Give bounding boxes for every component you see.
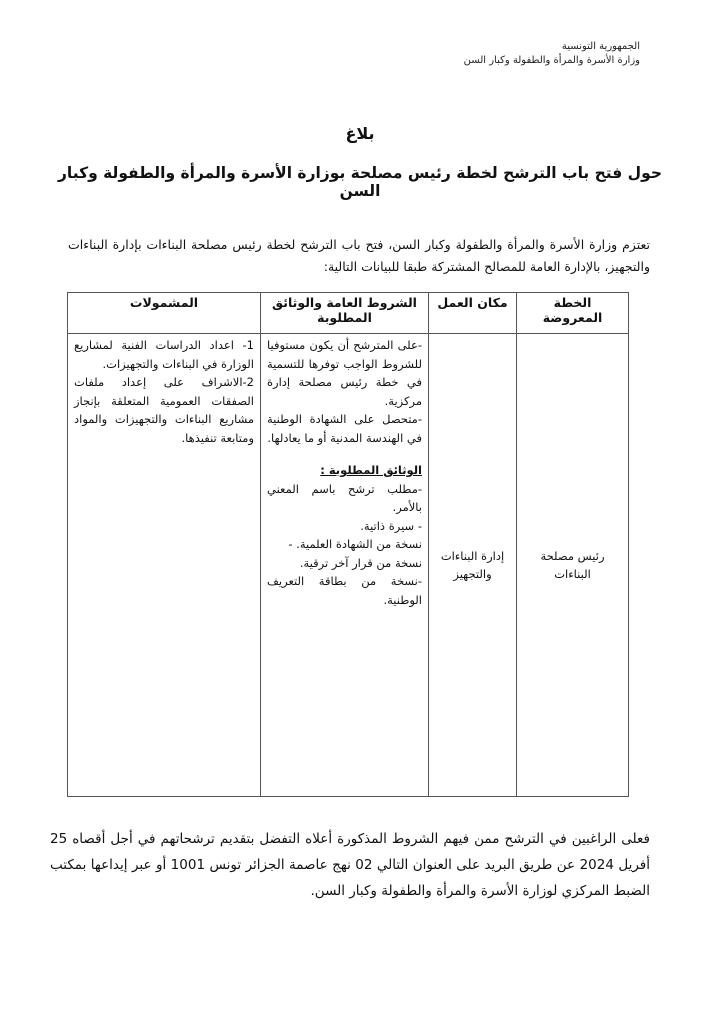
header-position: الخطة المعروضة (517, 293, 629, 334)
header-duties: المشمولات (68, 293, 261, 334)
condition-item: -متحصل على الشهادة الوطنية في الهندسة المدنية أو ما يعادلها. (267, 412, 422, 445)
document-item: -مطلب ترشح باسم المعني بالأمر. (267, 481, 422, 514)
intro-paragraph: تعتزم وزارة الأسرة والمرأة والطفولة وكبار السن، فتح باب الترشح لخطة رئيس مصلحة البناءات بإدارة البناءات والتجهيز، بالإدارة العامة للمصالح المشتركة طبقا للبيانات التالية: (68, 237, 650, 274)
letterhead (464, 40, 640, 68)
condition-item: -على المترشح أن يكون مستوفيا للشروط الواجب توفرها للتسمية في خطة رئيس مصلحة إدارة مركزية. (267, 338, 422, 408)
document-item: نسخة من قرار آخر ترقية. (299, 555, 422, 570)
cell-position: رئيس مصلحة البناءات (517, 334, 629, 797)
documents-heading: الوثائق المطلوبة : (320, 463, 422, 477)
closing-paragraph: فعلى الراغبين في الترشح ممن فيهم الشروط المذكورة أعلاه التفضل بتقديم ترشحاتهم في أجل أقصاه 25 أفريل 2024 عن طريق البريد على العنوان التالي 02 نهج عاصمة الجزائر تونس 1001 أو عبر إيداعها بمكتب الضبط المركزي لوزارة الأسرة والمرأة والطفولة وكبار السن. (50, 831, 650, 899)
cell-conditions (261, 334, 429, 797)
header-workplace: مكان العمل (429, 293, 517, 334)
header-conditions: الشروط العامة والوثائق المطلوبة (261, 293, 429, 334)
republic-name: الجمهورية التونسية (561, 41, 640, 52)
document-item: نسخة من الشهادة العلمية. - (288, 537, 422, 551)
cell-duties (68, 334, 261, 797)
notice-title: بلاغ (345, 124, 375, 143)
duty-item: 2-الاشراف على إعداد ملفات الصفقات العمومية المتعلقة بإنجاز مشاريع البناءات والتجهيزات والمواد ومتابعة تنفيذها. (74, 375, 254, 445)
notice-subject: حول فتح باب الترشح لخطة رئيس مصلحة بوزارة الأسرة والمرأة والطفولة وكبار السن (58, 164, 662, 200)
cell-workplace: إدارة البناءات والتجهيز (429, 334, 517, 797)
table-header-row (68, 293, 629, 334)
document-item: - سيرة ذاتية. (360, 518, 422, 533)
positions-table (67, 292, 629, 797)
table-row (68, 334, 629, 797)
document-item: -نسخة من بطاقة التعريف الوطنية. (267, 574, 422, 607)
ministry-name: وزارة الأسرة والمرأة والطفولة وكبار السن (463, 55, 640, 66)
duty-item: 1- اعداد الدراسات الفنية لمشاريع الوزارة في البناءات والتجهيزات. (74, 338, 254, 371)
